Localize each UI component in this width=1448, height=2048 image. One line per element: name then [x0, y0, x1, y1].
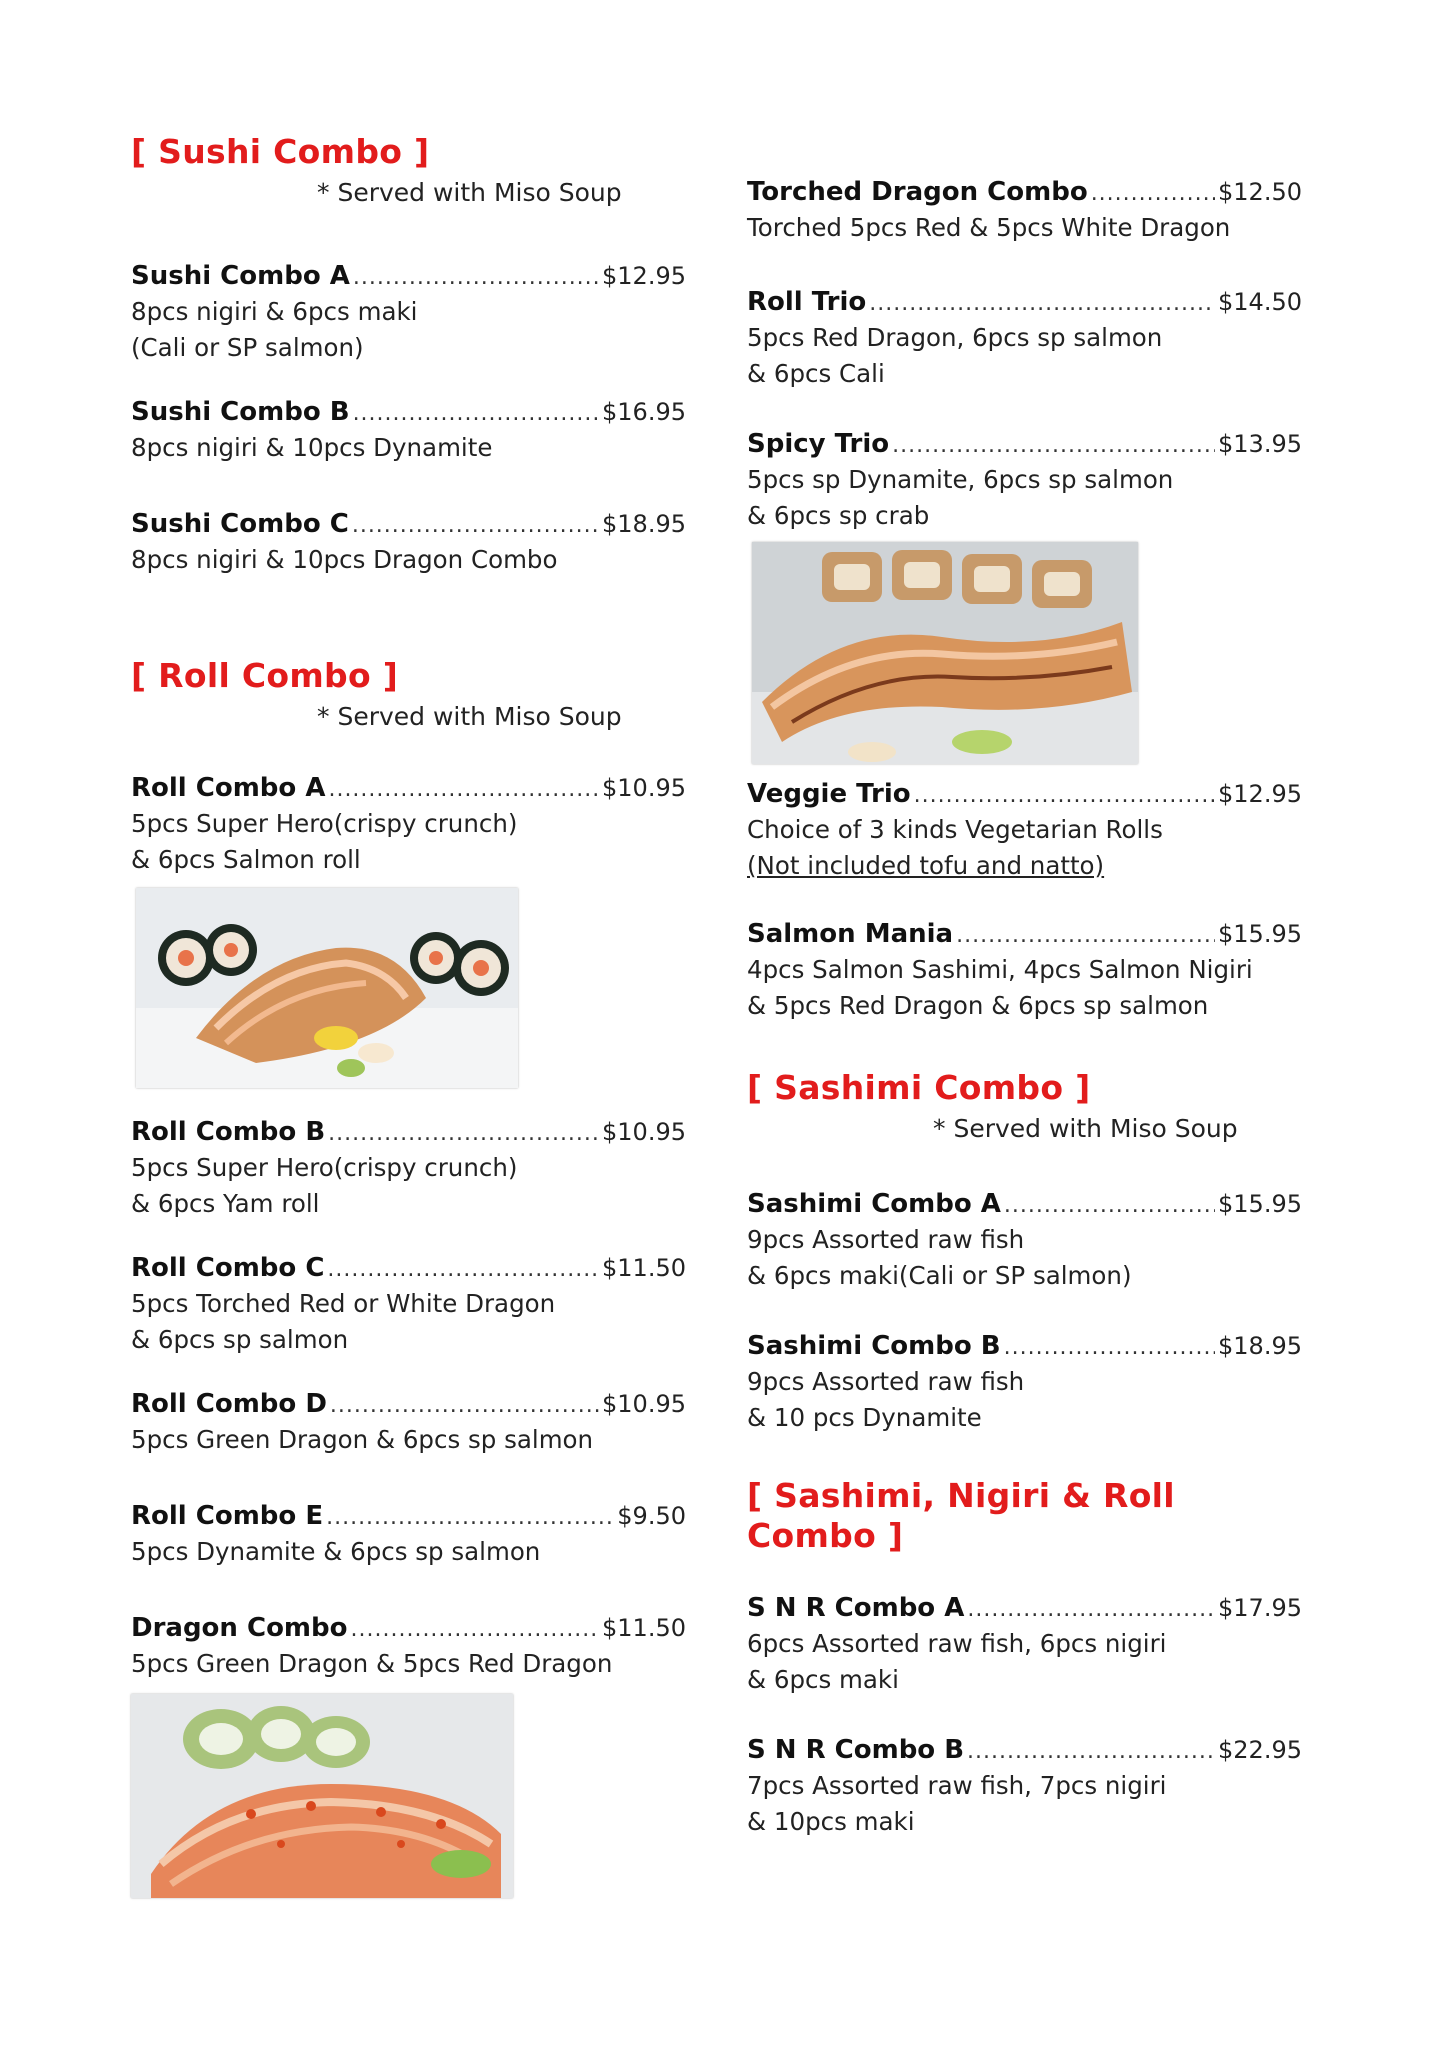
item-description: 8pcs nigiri & 10pcs Dynamite: [131, 433, 493, 462]
item-price: $10.95: [602, 1118, 686, 1146]
menu-item: [747, 176, 1302, 246]
menu-item: [747, 778, 1302, 884]
item-name: Sashimi Combo B: [747, 1331, 1001, 1361]
item-name: Sushi Combo A: [131, 261, 350, 291]
right-column: [747, 176, 1302, 1840]
item-price: $10.95: [602, 1390, 686, 1418]
menu-item: [747, 1592, 1302, 1698]
item-description: 5pcs Torched Red or White Dragon: [131, 1289, 556, 1318]
menu-item: [131, 1388, 686, 1458]
menu-item: [747, 286, 1302, 392]
item-price: $13.95: [1218, 430, 1302, 458]
item-price: $12.95: [602, 262, 686, 290]
item-description: & 6pcs sp salmon: [131, 1325, 349, 1354]
item-price: $12.95: [1218, 780, 1302, 808]
item-name: Spicy Trio: [747, 429, 890, 459]
item-price: $9.50: [617, 1502, 686, 1530]
item-description: 7pcs Assorted raw fish, 7pcs nigiri: [747, 1771, 1167, 1800]
item-name: Sushi Combo C: [131, 509, 349, 539]
item-description: (Not included tofu and natto): [747, 851, 1105, 880]
left-column: [131, 132, 686, 1898]
menu-item: [131, 1612, 686, 1682]
section-title-snr-combo: [ Sashimi, Nigiri & Roll Combo ]: [747, 1476, 1175, 1555]
item-description: & 10pcs maki: [747, 1807, 915, 1836]
item-name: Sushi Combo B: [131, 397, 350, 427]
item-description: 8pcs nigiri & 6pcs maki: [131, 297, 418, 326]
item-price: $17.95: [1218, 1594, 1302, 1622]
item-description: 5pcs Green Dragon & 5pcs Red Dragon: [131, 1649, 613, 1678]
item-description: 5pcs Super Hero(crispy crunch): [131, 1153, 518, 1182]
item-name: Roll Combo C: [131, 1253, 325, 1283]
item-price: $11.50: [602, 1254, 686, 1282]
section-title-roll-combo: [ Roll Combo ]: [131, 656, 399, 695]
item-name: S N R Combo B: [747, 1735, 965, 1765]
item-price: $18.95: [602, 510, 686, 538]
section-title-sushi-combo: [ Sushi Combo ]: [131, 132, 430, 171]
menu-item: [131, 260, 686, 366]
section-title-sashimi-combo: [ Sashimi Combo ]: [747, 1068, 1091, 1107]
item-price: $14.50: [1218, 288, 1302, 316]
menu-item: [131, 1252, 686, 1358]
menu-item: [131, 1116, 686, 1222]
served-with-note: * Served with Miso Soup: [317, 702, 622, 731]
item-description: & 6pcs Salmon roll: [131, 845, 361, 874]
item-description: 5pcs Dynamite & 6pcs sp salmon: [131, 1537, 541, 1566]
spicy-trio-photo: [752, 542, 1138, 764]
menu-item: [747, 1734, 1302, 1840]
item-description: 5pcs Super Hero(crispy crunch): [131, 809, 518, 838]
menu-item: [131, 1500, 686, 1570]
item-price: $22.95: [1218, 1736, 1302, 1764]
item-name: Sashimi Combo A: [747, 1189, 1001, 1219]
item-price: $11.50: [602, 1614, 686, 1642]
served-with-note: * Served with Miso Soup: [317, 178, 622, 207]
item-description: 5pcs Red Dragon, 6pcs sp salmon: [747, 323, 1163, 352]
item-description: & 6pcs maki(Cali or SP salmon): [747, 1261, 1132, 1290]
menu-item: [747, 918, 1302, 1024]
item-name: Salmon Mania: [747, 919, 954, 949]
item-description: & 6pcs maki: [747, 1665, 899, 1694]
item-description: 9pcs Assorted raw fish: [747, 1367, 1025, 1396]
item-price: $15.95: [1218, 1190, 1302, 1218]
item-name: S N R Combo A: [747, 1593, 965, 1623]
item-description: & 10 pcs Dynamite: [747, 1403, 982, 1432]
item-price: $18.95: [1218, 1332, 1302, 1360]
item-name: Roll Trio: [747, 287, 867, 317]
item-description: 8pcs nigiri & 10pcs Dragon Combo: [131, 545, 558, 574]
menu-item: [131, 396, 686, 466]
dragon-combo-photo: [131, 1694, 513, 1898]
menu-item: [131, 772, 686, 878]
item-name: Dragon Combo: [131, 1613, 348, 1643]
item-description: & 6pcs Cali: [747, 359, 885, 388]
item-name: Roll Combo A: [131, 773, 326, 803]
item-price: $10.95: [602, 774, 686, 802]
menu-item: [747, 1330, 1302, 1436]
item-description: 9pcs Assorted raw fish: [747, 1225, 1025, 1254]
item-name: Roll Combo D: [131, 1389, 327, 1419]
item-description: Choice of 3 kinds Vegetarian Rolls: [747, 815, 1163, 844]
item-name: Roll Combo B: [131, 1117, 326, 1147]
item-name: Torched Dragon Combo: [747, 177, 1088, 207]
item-description: 4pcs Salmon Sashimi, 4pcs Salmon Nigiri: [747, 955, 1253, 984]
item-description: (Cali or SP salmon): [131, 333, 364, 362]
menu-item: [747, 1188, 1302, 1294]
item-description: & 6pcs Yam roll: [131, 1189, 320, 1218]
item-description: 5pcs sp Dynamite, 6pcs sp salmon: [747, 465, 1174, 494]
item-price: $16.95: [602, 398, 686, 426]
item-name: Roll Combo E: [131, 1501, 324, 1531]
item-name: Veggie Trio: [747, 779, 911, 809]
item-description: & 5pcs Red Dragon & 6pcs sp salmon: [747, 991, 1209, 1020]
item-description: 6pcs Assorted raw fish, 6pcs nigiri: [747, 1629, 1167, 1658]
served-with-note: * Served with Miso Soup: [933, 1114, 1238, 1143]
item-price: $15.95: [1218, 920, 1302, 948]
item-description: 5pcs Green Dragon & 6pcs sp salmon: [131, 1425, 594, 1454]
item-price: $12.50: [1218, 178, 1302, 206]
menu-item: [747, 428, 1302, 534]
roll-combo-photo: [136, 888, 518, 1088]
item-description: & 6pcs sp crab: [747, 501, 930, 530]
item-description: Torched 5pcs Red & 5pcs White Dragon: [747, 213, 1231, 242]
menu-item: [131, 508, 686, 578]
